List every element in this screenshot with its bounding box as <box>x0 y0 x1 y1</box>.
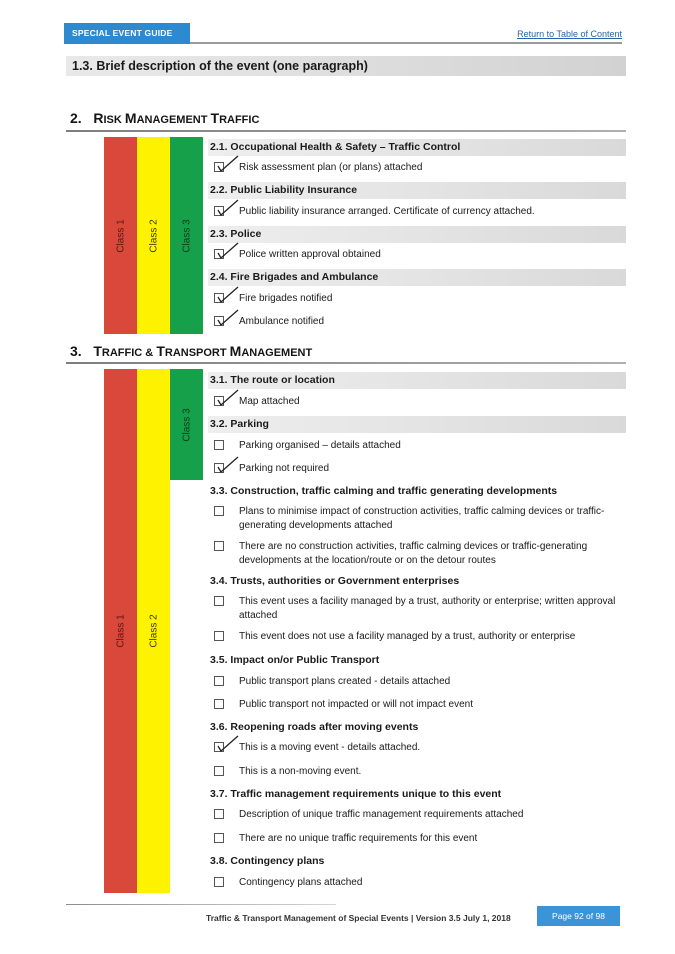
checklist-item: Public transport plans created - details attached <box>214 675 624 689</box>
checklist-item: Map attached <box>214 395 624 409</box>
footer-text: Traffic & Transport Management of Special Events | Version 3.5 July 1, 2018 <box>206 913 511 923</box>
checklist-item: Ambulance notified <box>214 315 624 329</box>
footer-rule <box>66 904 336 905</box>
checkbox[interactable] <box>214 506 224 516</box>
section-3-rule <box>66 362 626 364</box>
checkbox[interactable] <box>214 206 224 216</box>
checkbox[interactable] <box>214 699 224 709</box>
section-3-number: 3. <box>70 343 82 359</box>
class-1-bar <box>104 369 137 893</box>
checkbox[interactable] <box>214 316 224 326</box>
checkbox[interactable] <box>214 833 224 843</box>
checklist-item: Plans to minimise impact of construction activities, traffic calming devices or traffic-generating developments attached <box>214 505 624 533</box>
class-2-bar <box>137 137 170 334</box>
subsection-heading: 3.2. Parking <box>208 416 626 433</box>
section-1-3-heading: 1.3. Brief description of the event (one paragraph) <box>66 56 626 76</box>
checkbox[interactable] <box>214 463 224 473</box>
checkbox[interactable] <box>214 596 224 606</box>
class-3-label: Class 3 <box>181 218 192 253</box>
checkmark-icon <box>216 455 242 475</box>
return-to-toc-link[interactable]: Return to Table of Content <box>517 29 622 39</box>
checkmark-icon <box>216 388 242 408</box>
header-rule <box>190 42 622 44</box>
checkmark-icon <box>216 308 242 328</box>
subsection-heading: 2.4. Fire Brigades and Ambulance <box>208 269 626 286</box>
checkbox[interactable] <box>214 877 224 887</box>
class-1-label: Class 1 <box>115 614 126 648</box>
checklist-item: There are no construction activities, traffic calming devices or traffic-generating developments at the location/route or on the detour routes <box>214 540 624 568</box>
section-2-rule <box>66 130 626 132</box>
checklist-item: This event uses a facility managed by a trust, authority or enterprise; written approval attached <box>214 595 624 623</box>
subsection-heading: 3.1. The route or location <box>208 372 626 389</box>
checkbox[interactable] <box>214 809 224 819</box>
class-1-bar <box>104 137 137 334</box>
checkbox[interactable] <box>214 440 224 450</box>
checkmark-icon <box>216 198 242 218</box>
class-3-bar <box>170 137 203 334</box>
subsection-heading: 3.4. Trusts, authorities or Government enterprises <box>210 575 460 587</box>
section-3-title: 3. TRAFFIC & TRANSPORT MANAGEMENT <box>70 343 313 359</box>
checkmark-icon <box>216 285 242 305</box>
checkbox[interactable] <box>214 742 224 752</box>
subsection-heading: 3.7. Traffic management requirements unique to this event <box>210 788 502 800</box>
checkbox[interactable] <box>214 676 224 686</box>
checklist-item: Risk assessment plan (or plans) attached <box>214 161 624 175</box>
class-2-label: Class 2 <box>148 218 159 253</box>
section-2-title: 2. RISK MANAGEMENT TRAFFIC <box>70 110 260 126</box>
subsection-heading: 2.3. Police <box>208 226 626 243</box>
checklist-item: Parking not required <box>214 462 624 476</box>
checklist-item: Fire brigades notified <box>214 292 624 306</box>
checkmark-icon <box>216 154 242 174</box>
checklist-item: Description of unique traffic management requirements attached <box>214 808 624 822</box>
checkbox[interactable] <box>214 631 224 641</box>
class-2-bar <box>137 369 170 893</box>
checklist-item: This event does not use a facility managed by a trust, authority or enterprise <box>214 630 624 644</box>
checkbox[interactable] <box>214 162 224 172</box>
checkbox[interactable] <box>214 249 224 259</box>
checklist-item: Public transport not impacted or will not impact event <box>214 698 624 712</box>
page-number: Page 92 of 98 <box>537 906 620 926</box>
checklist-item: Police written approval obtained <box>214 248 624 262</box>
subsection-heading: 2.1. Occupational Health & Safety – Traffic Control <box>208 139 626 156</box>
subsection-heading: 3.8. Contingency plans <box>210 855 325 867</box>
class-1-label: Class 1 <box>115 218 126 253</box>
checklist-item: Contingency plans attached <box>214 876 624 890</box>
checkbox[interactable] <box>214 541 224 551</box>
checklist-item: Public liability insurance arranged. Certificate of currency attached. <box>214 205 624 219</box>
checkmark-icon <box>216 734 242 754</box>
subsection-heading: 3.6. Reopening roads after moving events <box>210 721 419 733</box>
subsection-heading: 3.3. Construction, traffic calming and traffic generating developments <box>210 485 558 497</box>
subsection-heading: 3.5. Impact on/or Public Transport <box>210 654 380 666</box>
checkbox[interactable] <box>214 396 224 406</box>
section-2-number: 2. <box>70 110 82 126</box>
guide-label: SPECIAL EVENT GUIDE <box>64 23 190 44</box>
checklist-item: This is a non-moving event. <box>214 765 624 779</box>
checkbox[interactable] <box>214 293 224 303</box>
subsection-heading: 2.2. Public Liability Insurance <box>208 182 626 199</box>
checklist-item: There are no unique traffic requirements for this event <box>214 832 624 846</box>
checkmark-icon <box>216 241 242 261</box>
class-3-label: Class 3 <box>181 407 192 442</box>
class-3-bar <box>170 369 203 480</box>
checklist-item: This is a moving event - details attached. <box>214 741 624 755</box>
class-2-label: Class 2 <box>148 614 159 648</box>
checkbox[interactable] <box>214 766 224 776</box>
checklist-item: Parking organised – details attached <box>214 439 624 453</box>
